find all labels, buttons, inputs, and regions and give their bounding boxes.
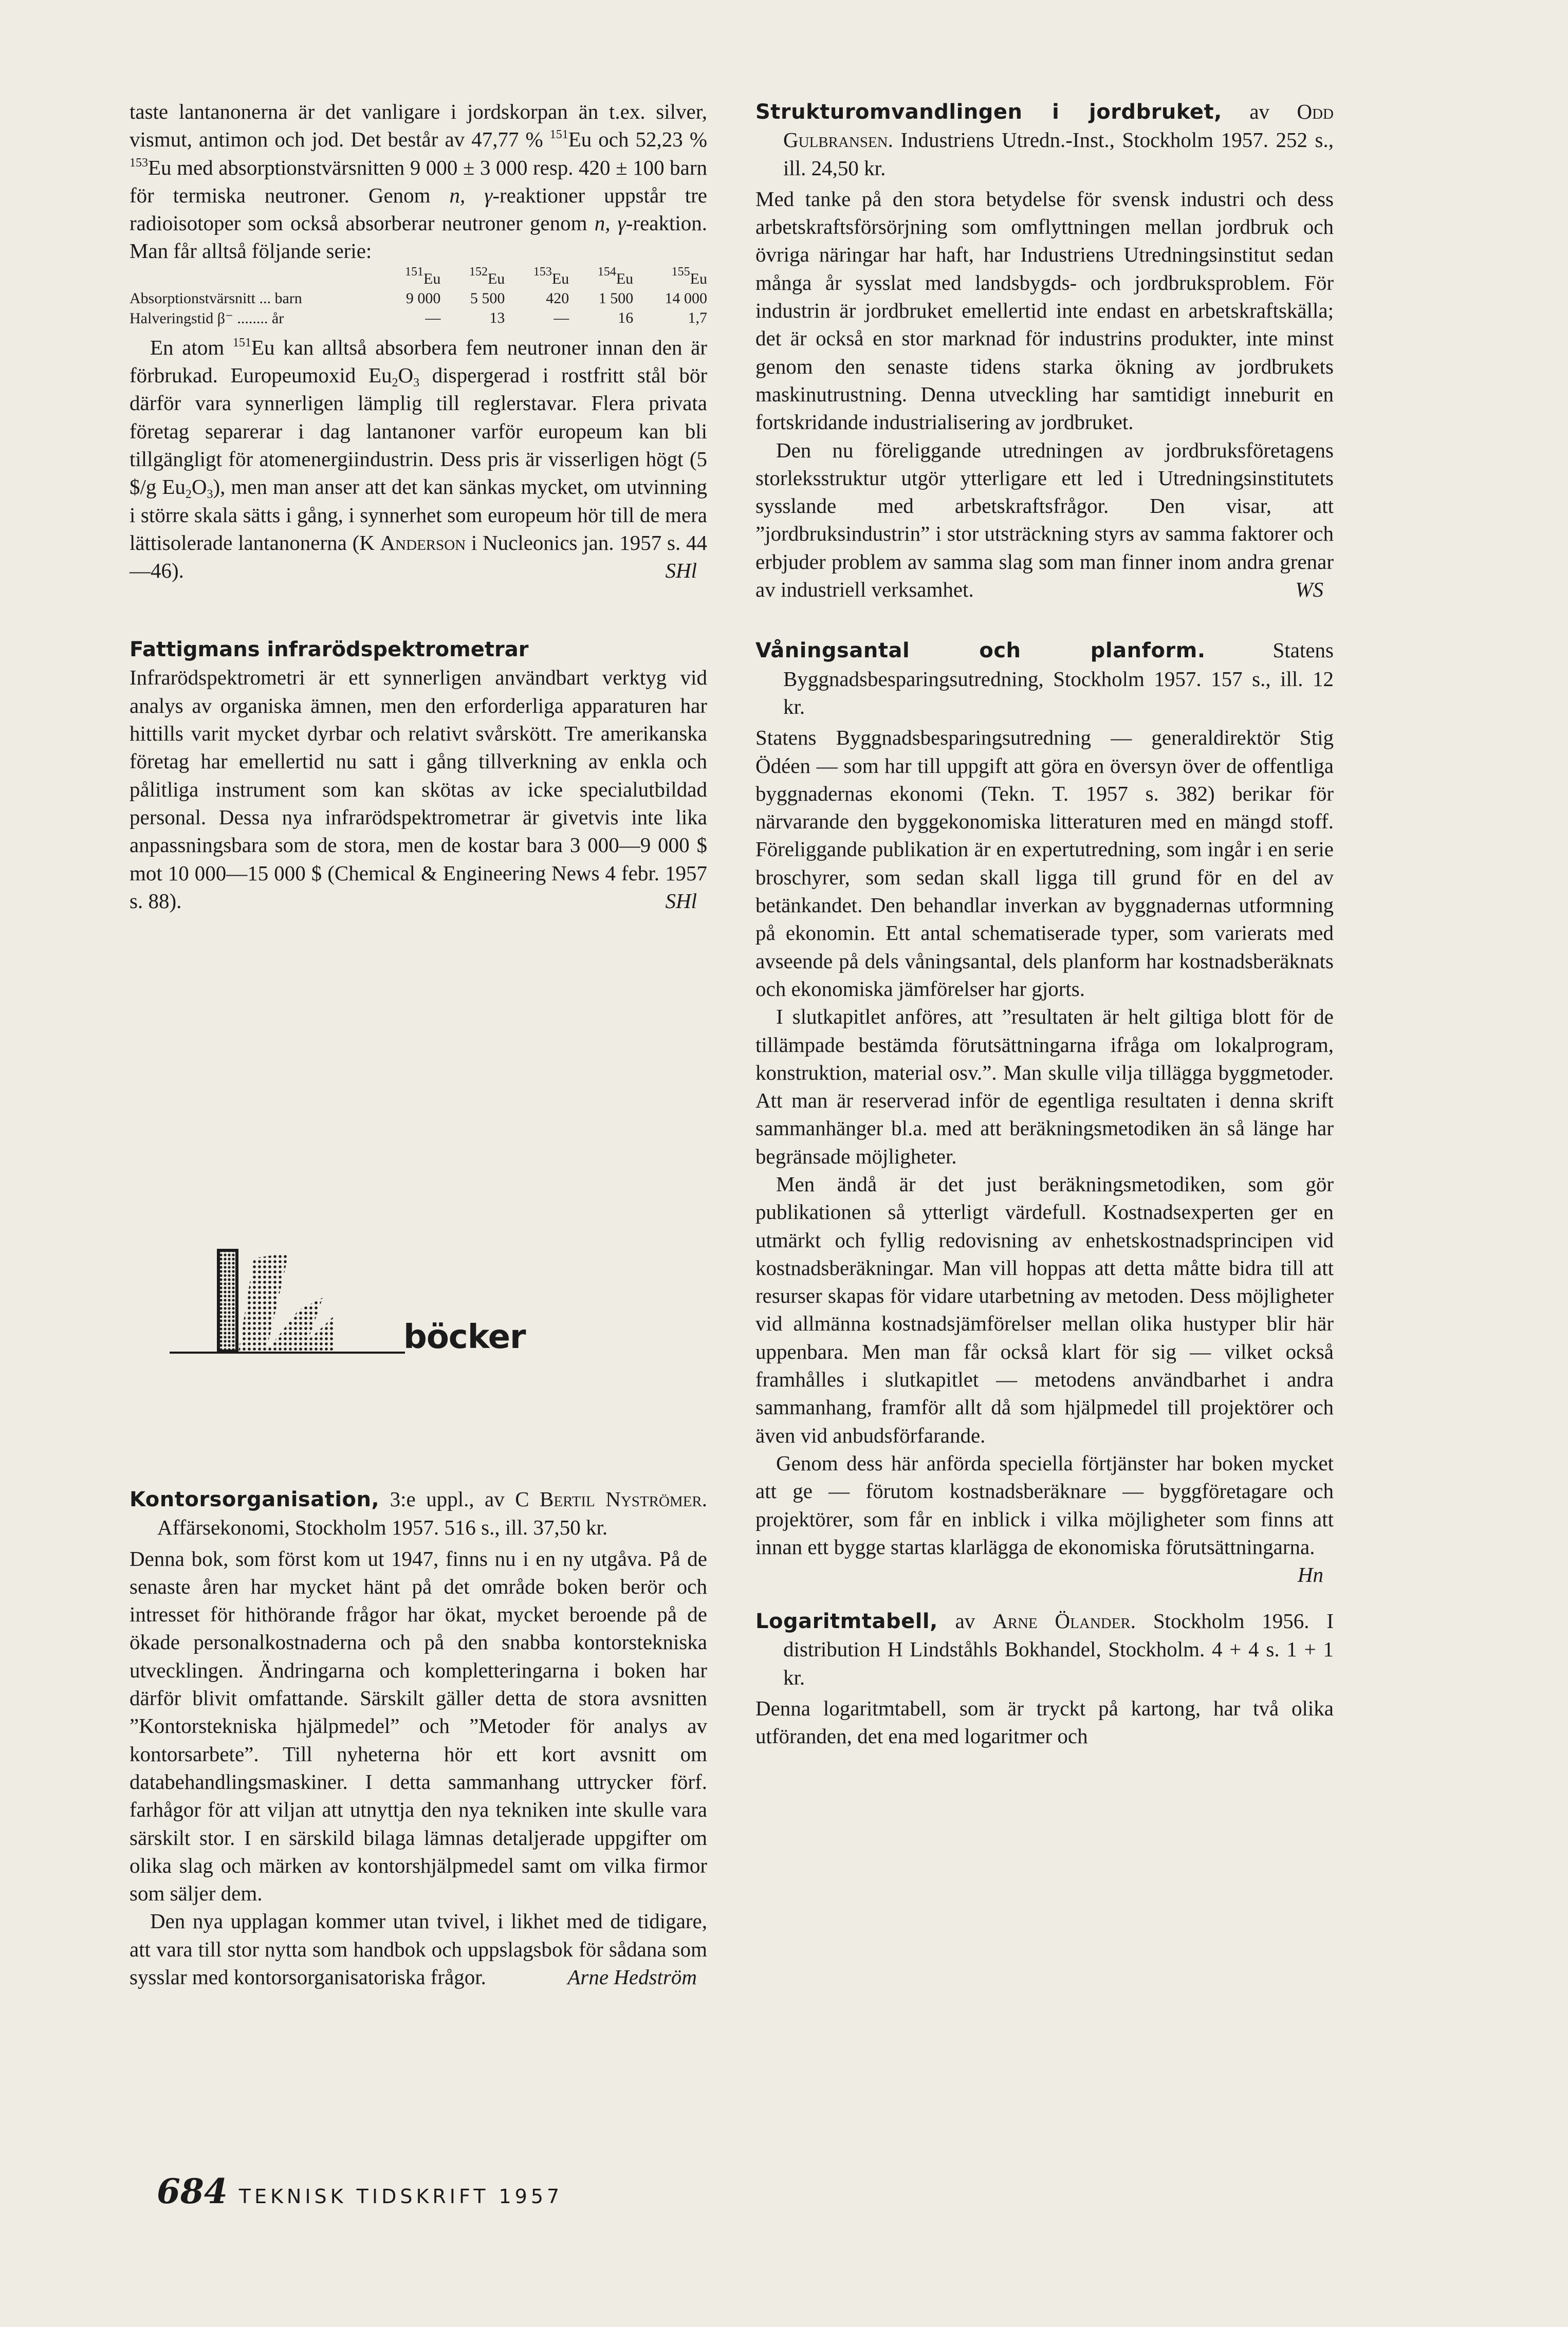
vaning-review <box>755 636 1334 1587</box>
row-label: Halveringstid β⁻ ........ år <box>130 309 284 327</box>
review-citation: Våningsantal och planform. Statens Byggnadsbesparingsutredning, Stockholm 1957. 157 s., ill. 12 kr. <box>755 638 1334 718</box>
left-column <box>130 98 707 915</box>
review-title: Logaritmtabell, <box>755 1610 938 1634</box>
page-number: 684 <box>157 2171 228 2211</box>
table-cell: 5 500 <box>470 289 505 307</box>
table-header-cell: $^{154}$Eu <box>597 265 634 287</box>
review-paragraph: Denna bok, som först kom ut 1947, finns nu i en ny utgåva. På de senaste åren har mycket hänt på det område boken berör och intresset för hithörande frågor har ökat, mycket beroende på de ökade personalkostnaderna och på den snabba kontorstekniska utvecklingen. Ändringarna och kompletteringarna i boken har därför blivit omfattande. Särskilt gäller detta de stora avsnitten ”Kontorstekniska hjälpmedel” och ”Metoder för analys av kontorsarbete”. Till nyheterna hör ett kort avsnitt om databehandlingsmaskiner. I detta sammanhang uttrycker förf. farhågor för att viljan att utnyttja den nya tekniken inte skulle vara särskilt stor. I en särskild bilaga lämnas detaljerade uppgifter om olika slag och märken av kontorshjälpmedel samt om vilka firmor som säljer dem. <box>130 1546 707 1906</box>
lantanon-article-continued <box>130 98 707 584</box>
table-header-row <box>130 269 707 289</box>
signature: SHl <box>665 889 697 913</box>
table-row <box>130 289 707 308</box>
row-label: Absorptionstvärsnitt ... barn <box>130 289 302 307</box>
review-title: Våningsantal och planform. <box>755 639 1206 663</box>
review-paragraph: Den nya upplagan kommer utan tvivel, i likhet med de tidigare, att vara till stor nytta som handbok och uppslagsbok för sådana som sysslar med kontorsorganisatoriska frågor. Arne Hedström <box>130 1907 707 1991</box>
table-header-cell: $^{151}$Eu <box>405 265 441 287</box>
author-name: Anderson <box>380 530 466 555</box>
review-paragraph: Men ändå är det just beräkningsmetodiken, som gör publikationen så ytterligt värdefull. Kostnadsexperten ger en utmärkt och fyllig redovisning av enhetskostnadsprincipen vid kostnadsberäkningar. Man vill hoppas att detta måtte bidra till att resurser skapas för vidare utarbetning av metoden. Dess möjligheter vid allmänna kostnadsjämförelser mellan olika hustyper blir här uppenbara. Men man får också klart för sig — vilket också framhålles i slutkapitlet — metodens användbarhet i andra sammanhang, framför allt då som hjälpmedel till projektörer och även vid anbudsförfarande. <box>755 1172 1334 1447</box>
europium-series-table <box>130 265 707 328</box>
table-cell: 13 <box>489 309 505 327</box>
bocker-logo-text: böcker <box>403 1318 526 1356</box>
table-row <box>130 308 707 328</box>
review-paragraph: Statens Byggnadsbesparingsutredning — generaldirektör Stig Ödéen — som har till uppgift att göra en översyn över de offentliga byggnadernas ekonomi (Tekn. T. 1957 s. 382) berikar för närvarande den byggekonomiska litteraturen med en mängd stoff. Föreliggande publikation är en expertutredning, som ingår i en serie broschyrer, som sedan skall ligga till grund för en del av betänkandet. Den behandlar inverkan av byggnadernas utformning på ekonomin. Ett antal schematiserade typer, som varierats med avseende på dels våningsantal, dels planform har kostnadsberäknats och ekonomiska jämförelser har gjorts. <box>755 726 1334 1001</box>
intro-paragraph: taste lantanonerna är det vanligare i jordskorpan än t.ex. silver, vismut, antimon och jod. Det består av 47,77 % $^{151}$Eu och 52,23 % $^{153}$Eu med absorptionstvärsnitten 9 000 ± 3 000 resp. 420 ± 100 barn för termiska neutroner. Genom n, γ-reaktioner uppstår tre radioisotoper som också absorberar neutroner genom n, γ-reaktion. Man får alltså följande serie: <box>130 100 708 263</box>
table-header-cell: $^{152}$Eu <box>469 265 505 287</box>
table-cell: 1 500 <box>598 289 634 307</box>
table-cell: 420 <box>546 289 569 307</box>
author-name: C Bertil Nyströmer <box>515 1487 702 1511</box>
table-header-cell: $^{153}$Eu <box>533 265 569 287</box>
table-cell: — <box>425 309 441 327</box>
table-cell: 9 000 <box>405 289 441 307</box>
author-name: Arne Ölander <box>992 1609 1131 1633</box>
review-citation: Logaritmtabell, av Arne Ölander. Stockholm 1956. I distribution H Lindståhls Bokhandel, Stockholm. 4 + 4 s. 1 + 1 kr. <box>755 1609 1334 1689</box>
page-footer <box>157 2171 563 2211</box>
struktur-review <box>755 98 1334 603</box>
europeum-paragraph: En atom $^{151}$Eu kan alltså absorbera fem neutroner innan den är förbrukad. Europeumoxid $Eu_2O_3$ dispergerad i rostfritt stål bör därför vara synnerligen lämplig till reglerstavar. Flera privata företag separerar i dag lantanoner varför europeum kan bli tillgängligt för atomenergiindustrin. Dess pris är visserligen högt (5 $/g $Eu_2O_3$), men man anser att det kan sänkas mycket, om utvinning i större skala sätts i gång, i synnerhet som europeum hör till de mera lättisolerade lantanonerna (K Anderson i Nucleonics jan. 1957 s. 44—46). SHl <box>130 334 707 585</box>
bocker-section-logo <box>170 1249 526 1367</box>
review-paragraph: I slutkapitlet anföres, att ”resultaten är helt giltiga blott för de tillämpade bestämda förutsättningarna ifråga om lokalprogram, konstruktion, material osv.”. Man skulle vilja tillägga byggmetoder. Att man är reserverad inför de egentliga resultaten i denna skrift sammanhänger bl.a. med att beräkningsmetodiken än så länge har begränsade möjligheter. <box>755 1005 1334 1168</box>
review-title: Strukturomvandlingen i jordbruket, <box>755 100 1222 124</box>
signature: SHl <box>665 559 697 583</box>
signature: Arne Hedström <box>567 1965 697 1989</box>
review-citation: Strukturomvandlingen i jordbruket, av Odd Gulbransen. Industriens Utredn.-Inst., Stockholm 1957. 252 s., ill. 24,50 kr. <box>755 100 1334 180</box>
signature: Hn <box>1297 1563 1323 1587</box>
journal-name: TEKNISK TIDSKRIFT 1957 <box>238 2185 563 2208</box>
article-body: Infrarödspektrometri är ett synnerligen användbart verktyg vid analys av organiska ämnen, men den erforderliga apparaturen har hittills varit mycket dyrbar och relativt svårskött. Tre amerikanska företag har emellertid nu satt i gång tillverkning av enkla och pålitliga instrument som kan skötas av icke specialutbildad personal. Dessa nya infrarödspektrometrar är givetvis inte lika anpassningsbara som de stora, men de kostar bara 3 000—9 000 $ mot 10 000—15 000 $ (Chemical & Engineering News 4 febr. 1957 s. 88). SHl <box>130 663 707 915</box>
review-paragraph: Den nu föreliggande utredningen av jordbruksföretagens storleksstruktur utgör ytterligare ett led i Utredningsinstitutets sysslande med arbetskraftsfrågor. Den visar, att ”jordbruksindustrin” i stor utsträckning styrs av samma faktorer och erbjuder problem av samma slag som man finner inom andra grenar av industriell verksamhet. WS <box>755 436 1334 604</box>
table-cell: 16 <box>618 309 634 327</box>
review-title: Kontorsorganisation, <box>130 1488 380 1511</box>
article-heading: Fattigmans infrarödspektrometrar <box>130 638 529 662</box>
table-cell: 14 000 <box>665 289 707 307</box>
review-paragraph: Genom dess här anförda speciella förtjänster har boken mycket att ge — förutom kostnadsberäknare — byggföretagare och projektörer, som får en inblick i vilka möjligheter som finns att innan ett bygge startas klarlägga de ekonomiska förutsättningarna. Hn <box>755 1449 1334 1561</box>
kontors-review <box>130 1485 707 1991</box>
review-citation: Kontorsorganisation, 3:e uppl., av C Bertil Nyströmer. Affärsekonomi, Stockholm 1957. 516 s., ill. 37,50 kr. <box>130 1487 707 1540</box>
signature: WS <box>1295 578 1323 602</box>
fattigmans-article <box>130 636 707 915</box>
table-header-cell: $^{155}$Eu <box>671 265 707 287</box>
right-column <box>755 98 1334 1750</box>
review-paragraph: Med tanke på den stora betydelse för svensk industri och dess arbetskraftsförsörjning som omflyttningen mellan jordbruk och övriga näringar har haft, har Industriens Utredningsinstitut sedan många år sysslat med landsbygds- och jordbruksproblem. För industrin är jordbruket emellertid inte endast en arbetskraftskälla; det är också en stor marknad för industrins produkter, inte minst genom den senaste tidens starka ökning av jordbrukets maskinutrustning. Denna utveckling har samtidigt inneburit en fortskridande industrialisering av jordbruket. <box>755 187 1334 434</box>
author-name: Odd Gulbransen <box>783 100 1334 152</box>
table-cell: 1,7 <box>688 309 707 327</box>
review-paragraph: Denna logaritmtabell, som är tryckt på kartong, har två olika utföranden, det ena med logaritmer och <box>755 1696 1334 1748</box>
logaritm-review <box>755 1607 1334 1750</box>
table-cell: — <box>554 309 569 327</box>
